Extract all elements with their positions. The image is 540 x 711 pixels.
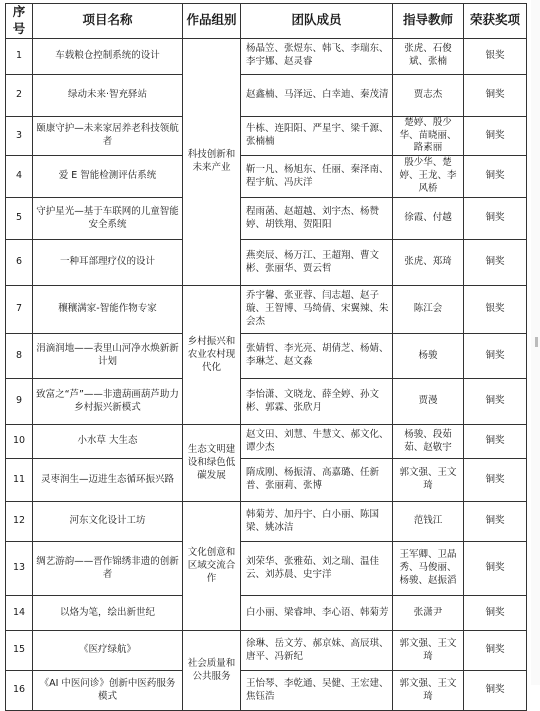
project-name: 以烙为笔，绘出新世纪: [33, 596, 183, 631]
tutor-names: 殷少华、楚婷、王龙、李风桥: [393, 156, 464, 198]
header-category: 作品组别: [183, 4, 241, 39]
project-name: 车载粮仓控制系统的设计: [33, 38, 183, 74]
tutor-names: 贾漫: [393, 379, 464, 425]
tutor-names: 郭文强、王文琦: [393, 631, 464, 671]
project-name: 爱 E 智能检测评估系统: [33, 156, 183, 198]
award-level: 铜奖: [464, 425, 527, 459]
award-level: 铜奖: [464, 671, 527, 711]
table-row: [6, 459, 527, 502]
team-members: 燕奕辰、杨万江、王超翔、曹文彬、张丽华、贾云哲: [241, 240, 393, 286]
row-index: 14: [6, 596, 33, 631]
award-level: 铜奖: [464, 596, 527, 631]
award-level: 铜奖: [464, 631, 527, 671]
team-members: 白小丽、梁睿坤、李心语、韩菊芳: [241, 596, 393, 631]
project-name: 一种耳部理疗仪的设计: [33, 240, 183, 286]
team-members: 隋成刚、杨振清、高嘉璐、任新普、张丽莉、张博: [241, 459, 393, 502]
row-index: 8: [6, 334, 33, 379]
table-row: [6, 379, 527, 425]
award-level: 铜奖: [464, 74, 527, 116]
scrollbar-thumb[interactable]: [535, 337, 538, 347]
award-level: 铜奖: [464, 198, 527, 240]
award-level: 铜奖: [464, 334, 527, 379]
awards-table-container: [5, 3, 527, 711]
team-members: 徐琳、岳文芳、郝京妹、高辰琪、唐平、冯新纪: [241, 631, 393, 671]
team-members: 韩菊芳、加丹宇、白小丽、陈国梁、姚冰洁: [241, 502, 393, 542]
tutor-names: 张虎、郑琦: [393, 240, 464, 286]
award-level: 银奖: [464, 38, 527, 74]
table-row: [6, 502, 527, 542]
tutor-names: 贾志杰: [393, 74, 464, 116]
project-name: 绿动未来·智充驿站: [33, 74, 183, 116]
award-level: 银奖: [464, 286, 527, 334]
row-index: 2: [6, 74, 33, 116]
project-name: 《医疗绿航》: [33, 631, 183, 671]
tutor-names: 王军卿、卫晶秀、马俊丽、杨骏、赵振滔: [393, 542, 464, 596]
header-tutor: 指导教师: [393, 4, 464, 39]
header-team: 团队成员: [241, 4, 393, 39]
row-index: 13: [6, 542, 33, 596]
category-cell: 生态文明建设和绿色低碳发展: [183, 425, 241, 502]
project-name: 涓滴润地——表里山河净水焕新新计划: [33, 334, 183, 379]
team-members: 张婧哲、李光亮、胡倩芝、杨婧、李琳芝、赵文淼: [241, 334, 393, 379]
project-name: 灵枣润生—迈进生态循环振兴路: [33, 459, 183, 502]
category-cell: 社会质量和公共服务: [183, 631, 241, 711]
row-index: 12: [6, 502, 33, 542]
table-row: [6, 425, 527, 459]
header-index: 序号: [6, 4, 33, 39]
team-members: 赵鑫楠、马泽远、白幸迪、秦茂清: [241, 74, 393, 116]
row-index: 5: [6, 198, 33, 240]
tutor-names: 范钱江: [393, 502, 464, 542]
tutor-names: 郭文强、王文琦: [393, 459, 464, 502]
row-index: 4: [6, 156, 33, 198]
table-row: [6, 74, 527, 116]
project-name: 河东文化设计工坊: [33, 502, 183, 542]
award-level: 铜奖: [464, 502, 527, 542]
tutor-names: 杨骏: [393, 334, 464, 379]
award-level: 铜奖: [464, 459, 527, 502]
awards-table: [5, 3, 527, 711]
team-members: 李怡潇、文晓龙、薛全婷、孙文彬、郭霖、张欣月: [241, 379, 393, 425]
header-award: 荣获奖项: [464, 4, 527, 39]
row-index: 7: [6, 286, 33, 334]
table-row: [6, 156, 527, 198]
tutor-names: 杨骏、段茹茹、赵敬宇: [393, 425, 464, 459]
team-members: 程雨菡、赵超越、刘宇杰、杨赞婷、胡铁翔、贺阳阳: [241, 198, 393, 240]
table-row: [6, 198, 527, 240]
table-row: [6, 286, 527, 334]
table-row: [6, 334, 527, 379]
row-index: 11: [6, 459, 33, 502]
tutor-names: 徐霞、付越: [393, 198, 464, 240]
project-name: 守护星光—基于车联网的儿童智能安全系统: [33, 198, 183, 240]
award-level: 铜奖: [464, 379, 527, 425]
row-index: 3: [6, 116, 33, 155]
project-name: 穰穰满家-智能作物专家: [33, 286, 183, 334]
table-row: [6, 631, 527, 671]
team-members: 乔宇馨、张亚蓉、闫志超、赵子璇、王智博、马绮倩、宋翼辣、朱会杰: [241, 286, 393, 334]
tutor-names: 张虎、石俊斌、张楠: [393, 38, 464, 74]
category-cell: 文化创意和区域交流合作: [183, 502, 241, 631]
row-index: 10: [6, 425, 33, 459]
row-index: 9: [6, 379, 33, 425]
team-members: 王怡琴、李乾通、吴健、王宏建、焦钰浩: [241, 671, 393, 711]
tutor-names: 张潇尹: [393, 596, 464, 631]
project-name: 致富之“芦”——非遗葫画葫芦助力乡村振兴新模式: [33, 379, 183, 425]
table-row: [6, 38, 527, 74]
tutor-names: 楚婷、殷少华、苗晓丽、路素丽: [393, 116, 464, 155]
award-level: 铜奖: [464, 542, 527, 596]
team-members: 杨晶笠、张煜东、韩飞、李瑞东、李宇娜、赵灵睿: [241, 38, 393, 74]
table-row: [6, 596, 527, 631]
award-level: 铜奖: [464, 240, 527, 286]
award-level: 铜奖: [464, 116, 527, 155]
category-cell: 乡村振兴和农业农村现代化: [183, 286, 241, 425]
table-row: [6, 116, 527, 155]
project-name: 《AI 中医问诊》创新中医药服务模式: [33, 671, 183, 711]
team-members: 牛栋、连阳阳、严星宇、梁千源、张楠楠: [241, 116, 393, 155]
tutor-names: 郭文强、王文琦: [393, 671, 464, 711]
project-name: 颐康守护—未来家居养老科技领航者: [33, 116, 183, 155]
team-members: 刘荣华、张雅茹、刘之瑞、温佳云、刘苏晨、史宇洋: [241, 542, 393, 596]
row-index: 15: [6, 631, 33, 671]
header-row: [6, 4, 527, 39]
tutor-names: 陈江会: [393, 286, 464, 334]
category-cell: 科技创新和未来产业: [183, 38, 241, 285]
row-index: 16: [6, 671, 33, 711]
table-row: [6, 240, 527, 286]
row-index: 6: [6, 240, 33, 286]
header-project: 项目名称: [33, 4, 183, 39]
team-members: 靳一凡、杨旭东、任丽、秦泽南、程宇航、冯庆洋: [241, 156, 393, 198]
table-row: [6, 671, 527, 711]
project-name: 绸艺游韵——晋作锦绣非遗的创新者: [33, 542, 183, 596]
project-name: 小水草 大生态: [33, 425, 183, 459]
row-index: 1: [6, 38, 33, 74]
team-members: 赵文田、刘慧、牛慧文、郝文化、谭少杰: [241, 425, 393, 459]
award-level: 铜奖: [464, 156, 527, 198]
table-row: [6, 542, 527, 596]
